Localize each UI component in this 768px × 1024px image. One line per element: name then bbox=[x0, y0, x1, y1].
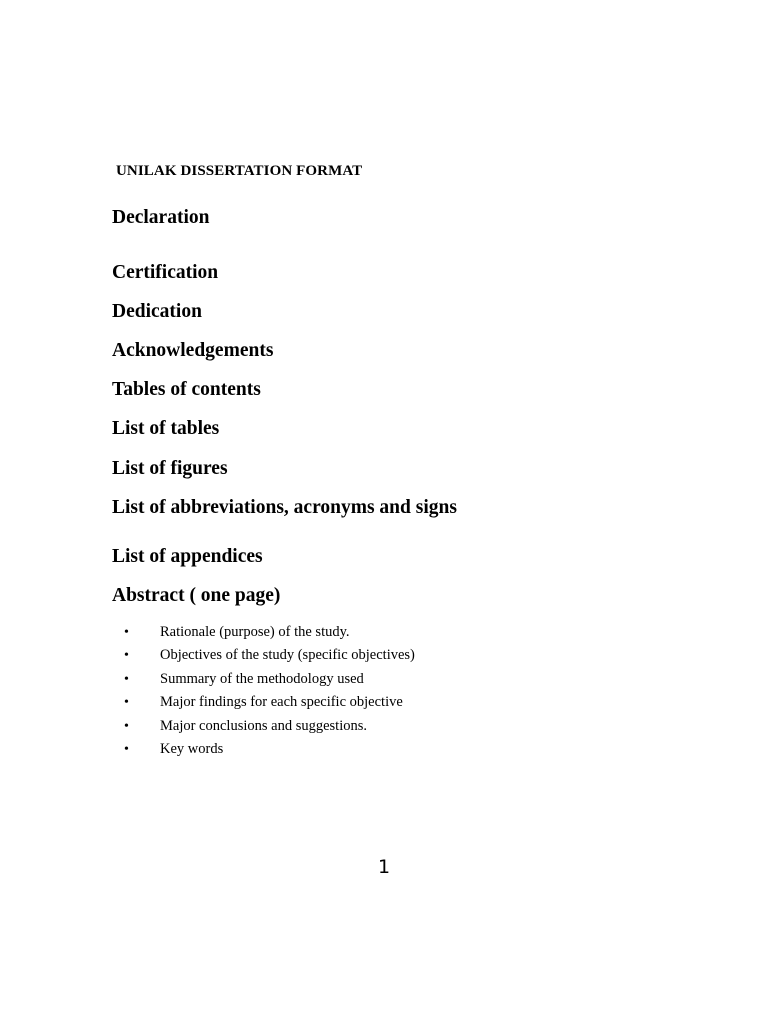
section-tables-of-contents: Tables of contents bbox=[112, 379, 261, 400]
list-item-text: Major findings for each specific objective bbox=[160, 694, 403, 711]
section-acknowledgements: Acknowledgements bbox=[112, 340, 274, 361]
section-abstract: Abstract ( one page) bbox=[112, 585, 281, 606]
bullet-icon: • bbox=[124, 648, 129, 664]
list-item-text: Key words bbox=[160, 740, 224, 757]
list-item-text: Major conclusions and suggestions. bbox=[160, 717, 368, 734]
section-list-of-appendices: List of appendices bbox=[112, 546, 263, 567]
section-list-of-tables: List of tables bbox=[112, 418, 220, 439]
bullet-icon: • bbox=[124, 625, 129, 640]
bullet-icon: • bbox=[124, 695, 129, 711]
bullet-icon: • bbox=[124, 741, 129, 757]
section-declaration: Declaration bbox=[112, 207, 210, 228]
bullet-icon: • bbox=[124, 718, 129, 734]
list-item-text: Rationale (purpose) of the study. bbox=[160, 624, 350, 640]
list-item-text: Objectives of the study (specific objectives) bbox=[160, 647, 415, 664]
bullet-icon: • bbox=[124, 671, 129, 687]
page-number: 1 bbox=[378, 856, 391, 878]
section-certification: Certification bbox=[112, 262, 219, 283]
list-item-text: Summary of the methodology used bbox=[160, 670, 364, 687]
section-list-of-figures: List of figures bbox=[112, 458, 228, 479]
document-title: UNILAK DISSERTATION FORMAT bbox=[116, 163, 363, 179]
section-list-of-abbreviations: List of abbreviations, acronyms and signs bbox=[112, 497, 457, 518]
section-dedication: Dedication bbox=[112, 301, 202, 322]
